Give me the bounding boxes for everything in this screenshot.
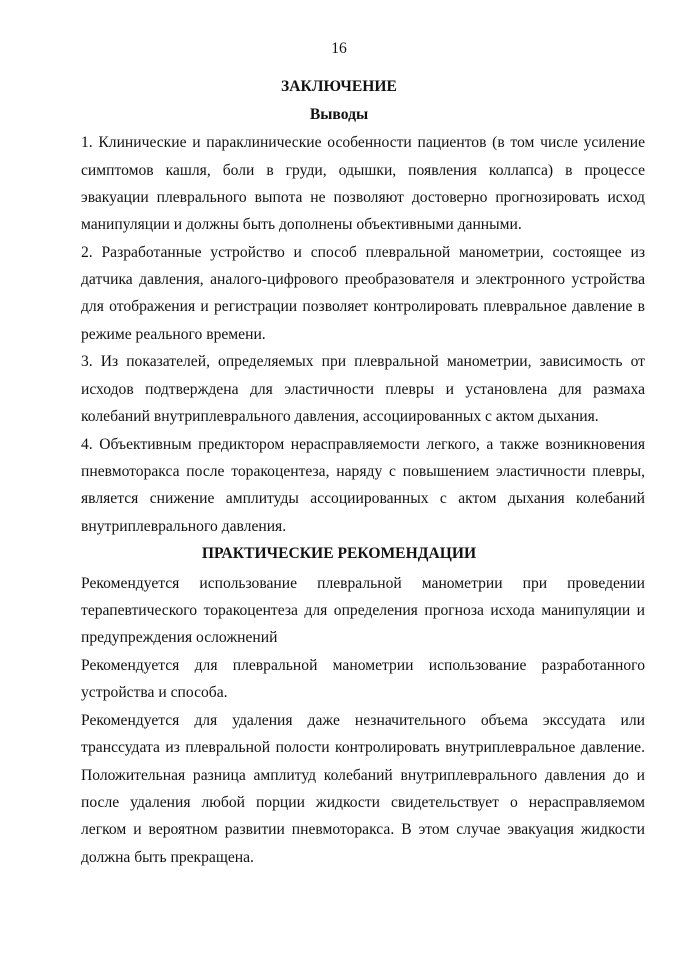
conclusion-1-line-3: эвакуации плеврального выпота не позволяют достоверно прогнозировать исход [81, 189, 645, 206]
conclusion-2-line-1: 2. Разработанные устройство и способ плевральной манометрии, состоящее из [81, 244, 645, 261]
conclusion-2-line-4: режиме реального времени. [81, 326, 266, 343]
conclusion-3-line-3: колебаний внутриплеврального давления, ассоциированных с актом дыхания. [81, 408, 599, 425]
conclusion-2-line-2: датчика давления, аналого-цифрового преобразователя и электронного устройства [81, 271, 645, 288]
conclusion-4-line-3: является снижение амплитуды ассоциированных с актом дыхания колебаний [81, 490, 645, 507]
conclusion-2-line-3: для отображения и регистрации позволяет контролировать плевральное давление в [81, 298, 645, 315]
page-number: 16 [331, 40, 347, 57]
recommendations-heading: ПРАКТИЧЕСКИЕ РЕКОМЕНДАЦИИ [201, 545, 477, 562]
recommendation-2-line-1: Рекомендуется для плевральной манометрии использование разработанного [81, 657, 645, 674]
recommendation-3-line-2: транссудата из плевральной полости контролировать внутриплевральное давление. [81, 739, 645, 756]
section-heading: ЗАКЛЮЧЕНИЕ [281, 78, 397, 95]
conclusion-4-line-1: 4. Объективным предиктором нерасправляемости легкого, а также возникновения [81, 436, 645, 453]
subsection-heading: Выводы [309, 106, 369, 123]
recommendation-2-line-2: устройства и способа. [81, 684, 228, 701]
conclusion-3-line-2: исходов подтверждена для эластичности плевры и установлена для размаха [81, 381, 645, 398]
recommendation-1-line-2: терапевтического торакоцентеза для определения прогноза исхода манипуляции и [81, 602, 645, 619]
conclusion-1-line-1: 1. Клинические и параклинические особенности пациентов (в том числе усиление [81, 134, 645, 151]
conclusion-1-line-2: симптомов кашля, боли в груди, одышки, появления коллапса) в процессе [81, 162, 645, 179]
recommendation-3-line-3: Положительная разница амплитуд колебаний внутриплеврального давления до и [81, 767, 645, 784]
conclusion-1-line-4: манипуляции и должны быть дополнены объективными данными. [81, 216, 522, 233]
recommendation-3-line-4: после удаления любой порции жидкости свидетельствует о нерасправляемом [81, 794, 645, 811]
recommendation-1-line-3: предупреждения осложнений [81, 629, 278, 646]
recommendation-3-line-1: Рекомендуется для удаления даже незначительного объема экссудата или [81, 712, 645, 729]
recommendation-1-line-1: Рекомендуется использование плевральной манометрии при проведении [81, 575, 645, 592]
recommendation-3-line-6: должна быть прекращена. [81, 849, 254, 866]
recommendation-3-line-5: легком и вероятном развитии пневмоторакса. В этом случае эвакуация жидкости [81, 821, 645, 838]
conclusion-3-line-1: 3. Из показателей, определяемых при плевральной манометрии, зависимость от [81, 353, 645, 370]
conclusion-4-line-4: внутриплеврального давления. [81, 518, 287, 535]
conclusion-4-line-2: пневмоторакса после торакоцентеза, наряду с повышением эластичности плевры, [81, 463, 645, 480]
